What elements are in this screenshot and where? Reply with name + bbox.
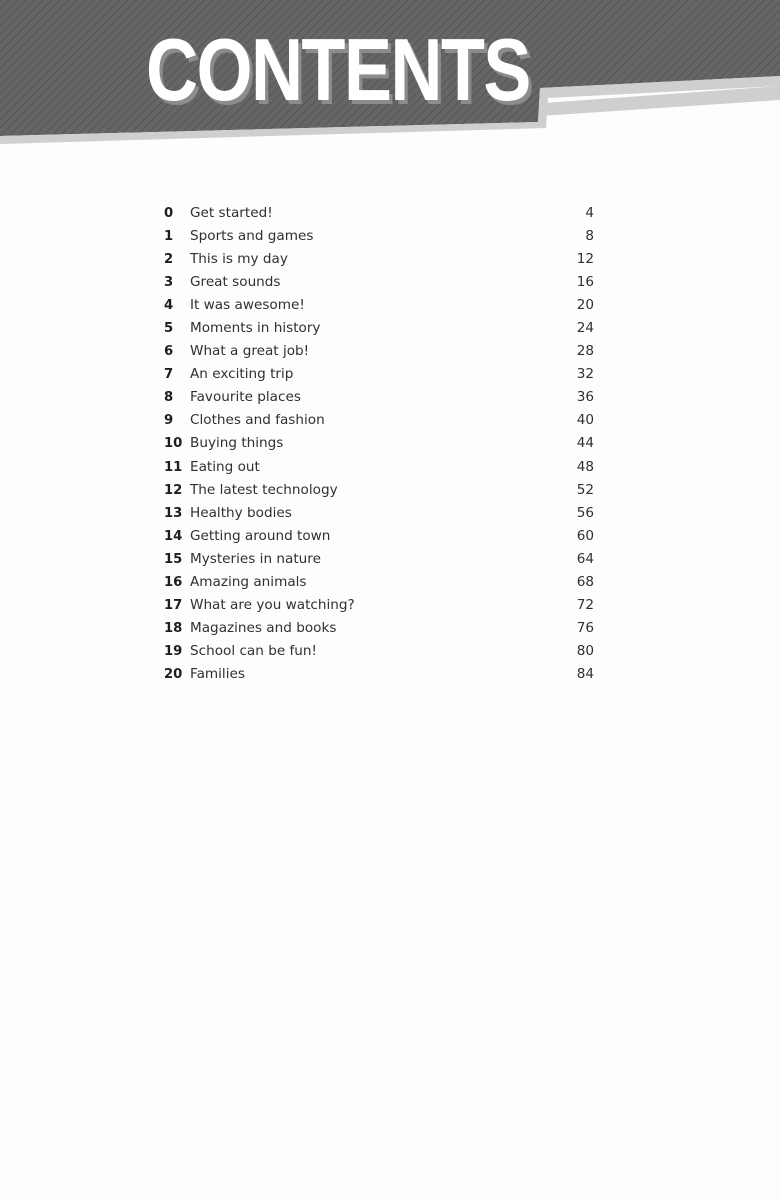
toc-entry-title: It was awesome! xyxy=(190,297,305,314)
table-of-contents xyxy=(164,202,594,686)
toc-entry-title: The latest technology xyxy=(190,481,338,498)
toc-entry-number: 15 xyxy=(164,551,183,567)
toc-entry-title: Buying things xyxy=(190,435,284,452)
toc-entry-page: 72 xyxy=(576,596,594,613)
toc-entry-page: 12 xyxy=(576,251,594,268)
toc-entry-title: Getting around town xyxy=(190,527,331,544)
toc-entry-page: 36 xyxy=(576,389,594,406)
toc-entry-title: Sports and games xyxy=(190,228,314,245)
toc-entry-number: 1 xyxy=(164,229,174,245)
page-title: CONTENTS xyxy=(146,20,530,119)
toc-entry-number: 11 xyxy=(164,459,183,475)
toc-entry-title: Families xyxy=(190,665,245,682)
toc-entry-title: Mysteries in nature xyxy=(190,550,321,567)
toc-entry-title: Moments in history xyxy=(190,320,321,337)
toc-entry-number: 18 xyxy=(164,620,183,636)
toc-entry xyxy=(164,502,594,525)
toc-entry-page: 80 xyxy=(576,642,594,659)
toc-entry-title: Eating out xyxy=(190,458,260,475)
toc-entry xyxy=(164,340,594,363)
toc-entry-page: 52 xyxy=(576,481,594,498)
toc-entry xyxy=(164,202,594,225)
toc-entry-number: 12 xyxy=(164,482,183,498)
toc-entry-number: 10 xyxy=(164,436,183,452)
toc-entry-number: 20 xyxy=(164,666,183,682)
toc-entry xyxy=(164,456,594,479)
toc-entry-page: 20 xyxy=(576,297,594,314)
toc-entry-title: Great sounds xyxy=(190,274,281,291)
toc-entry-page: 16 xyxy=(576,274,594,291)
toc-entry-number: 17 xyxy=(164,597,183,613)
toc-entry xyxy=(164,225,594,248)
toc-entry-page: 64 xyxy=(576,550,594,567)
toc-entry xyxy=(164,479,594,502)
toc-entry-page: 24 xyxy=(576,320,594,337)
toc-entry-number: 5 xyxy=(164,321,174,337)
toc-entry-number: 16 xyxy=(164,574,183,590)
toc-entry-title: What are you watching? xyxy=(190,596,355,613)
toc-entry xyxy=(164,294,594,317)
toc-entry xyxy=(164,317,594,340)
toc-entry xyxy=(164,248,594,271)
toc-entry-title: Favourite places xyxy=(190,389,301,406)
toc-entry-title: Get started! xyxy=(190,205,273,221)
toc-entry-title: Amazing animals xyxy=(190,573,307,590)
toc-entry-title: Clothes and fashion xyxy=(190,412,325,429)
toc-entry xyxy=(164,525,594,548)
toc-entry-number: 3 xyxy=(164,275,174,291)
toc-entry-title: An exciting trip xyxy=(190,366,294,383)
toc-entry-page: 84 xyxy=(576,665,594,682)
toc-entry-number: 7 xyxy=(164,367,174,383)
toc-entry-page: 60 xyxy=(576,527,594,544)
toc-entry-page: 68 xyxy=(576,573,594,590)
toc-entry-page: 44 xyxy=(576,435,594,452)
toc-entry xyxy=(164,271,594,294)
toc-entry xyxy=(164,386,594,409)
toc-entry-number: 8 xyxy=(164,390,174,406)
toc-entry-page: 28 xyxy=(576,343,594,360)
toc-entry-number: 4 xyxy=(164,298,174,314)
toc-entry-title: Healthy bodies xyxy=(190,504,292,521)
toc-entry-title: Magazines and books xyxy=(190,619,337,636)
toc-entry-page: 76 xyxy=(576,619,594,636)
toc-entry-page: 4 xyxy=(585,205,594,221)
toc-entry-number: 2 xyxy=(164,252,174,268)
toc-entry-title: What a great job! xyxy=(190,343,310,360)
toc-entry-title: This is my day xyxy=(190,251,288,268)
toc-entry-page: 56 xyxy=(576,504,594,521)
toc-entry xyxy=(164,409,594,432)
toc-entry xyxy=(164,663,594,686)
toc-entry xyxy=(164,432,594,455)
toc-entry-title: School can be fun! xyxy=(190,642,317,659)
toc-entry-page: 48 xyxy=(576,458,594,475)
toc-entry-number: 19 xyxy=(164,643,183,659)
toc-entry-page: 32 xyxy=(576,366,594,383)
toc-entry-number: 6 xyxy=(164,344,174,360)
toc-entry-page: 40 xyxy=(576,412,594,429)
toc-entry-number: 0 xyxy=(164,206,174,221)
toc-entry xyxy=(164,571,594,594)
toc-entry-number: 13 xyxy=(164,505,183,521)
toc-entry-number: 14 xyxy=(164,528,183,544)
toc-entry xyxy=(164,617,594,640)
toc-entry-page: 8 xyxy=(585,228,594,245)
toc-entry xyxy=(164,640,594,663)
toc-entry-number: 9 xyxy=(164,413,174,429)
toc-entry xyxy=(164,548,594,571)
toc-entry xyxy=(164,594,594,617)
toc-entry xyxy=(164,363,594,386)
